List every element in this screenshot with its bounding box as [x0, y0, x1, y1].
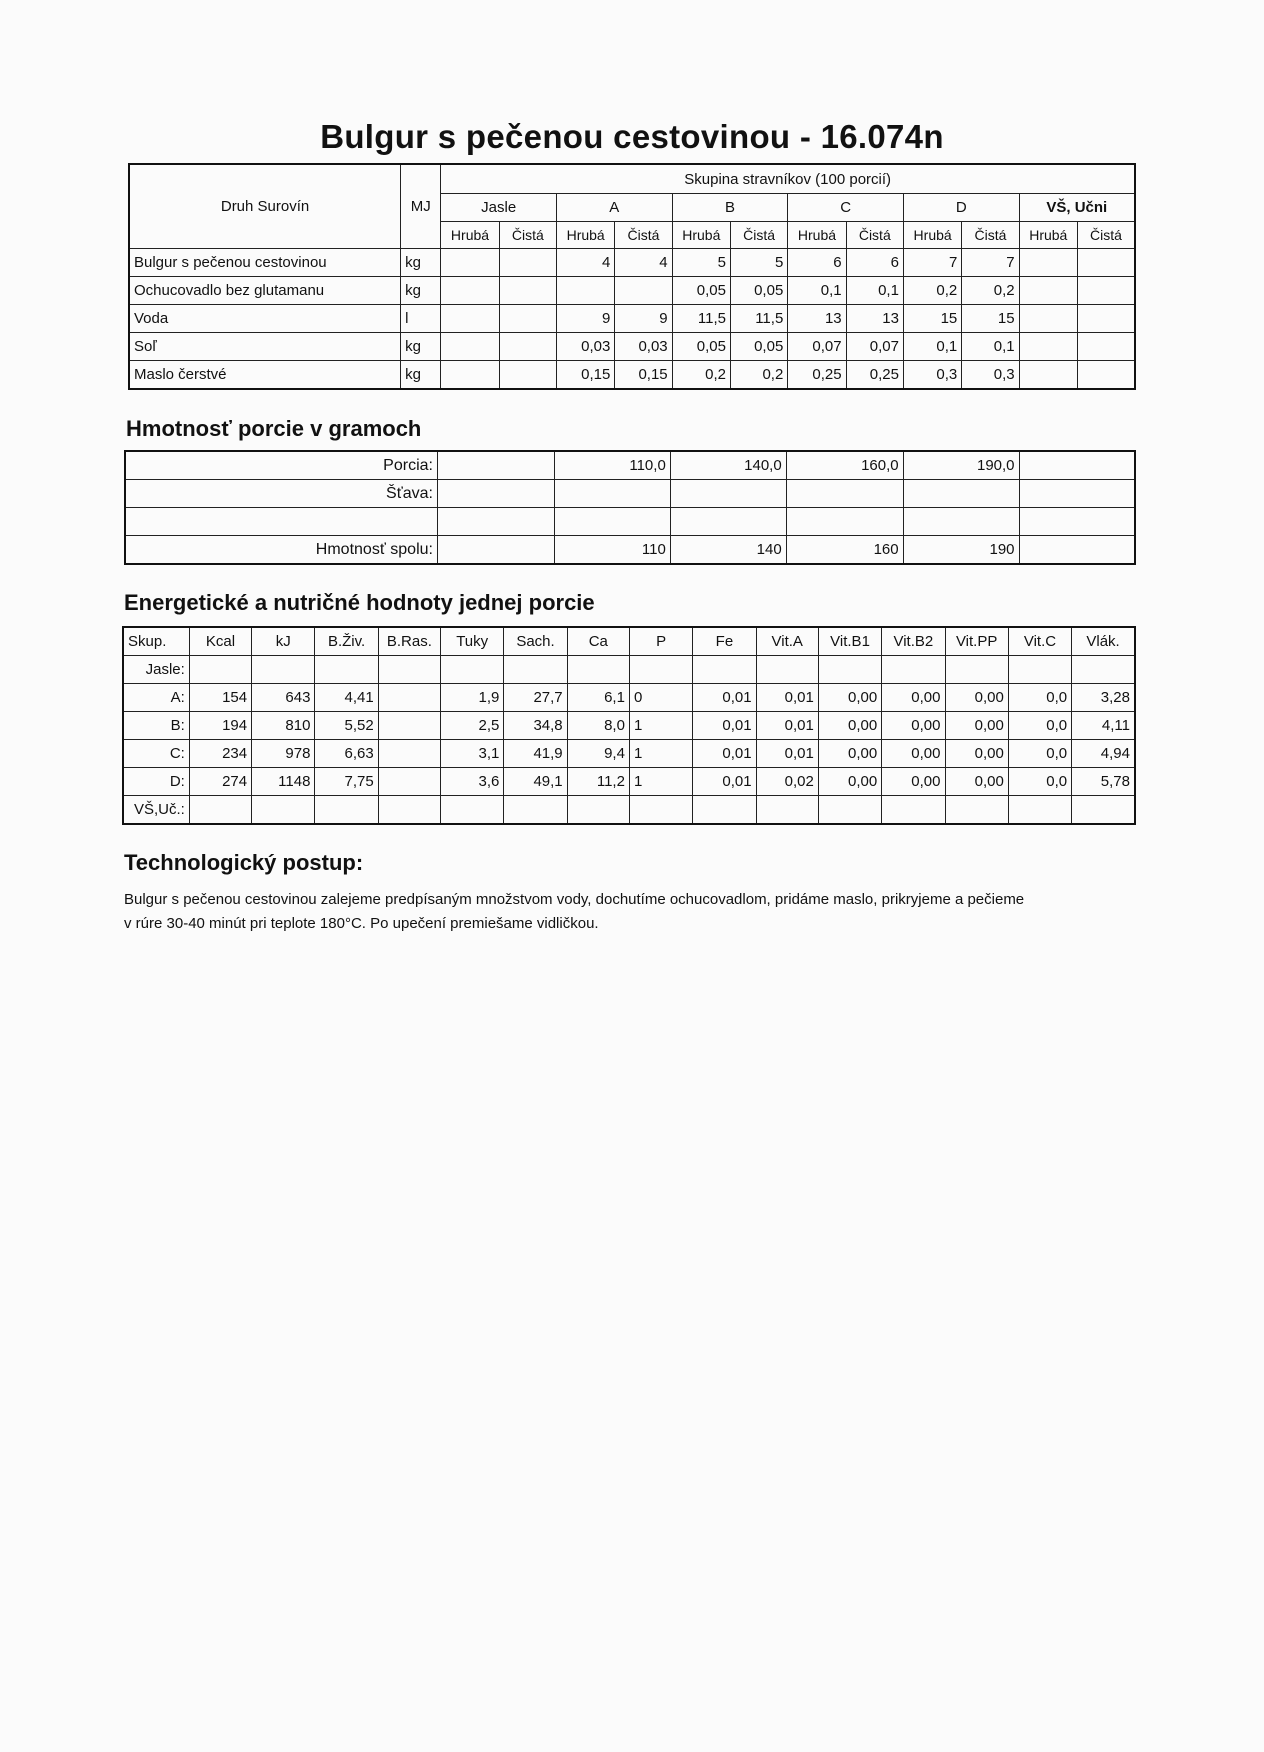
nutrition-header-cell: Kcal: [189, 627, 251, 656]
ingredient-value: 0,25: [846, 361, 903, 390]
nutrition-value: [629, 796, 692, 825]
nutrition-value: [441, 656, 504, 684]
subheader-hruba: Hrubá: [441, 222, 499, 249]
ingredient-value: 0,05: [730, 333, 787, 361]
ingredient-value: 0,05: [730, 277, 787, 305]
ingredient-value: 0,03: [556, 333, 614, 361]
ingredient-value: 11,5: [730, 305, 787, 333]
subheader-cista: Čistá: [962, 222, 1019, 249]
nutrition-value: 0,0: [1008, 740, 1071, 768]
ingredients-table: [128, 163, 1136, 390]
nutrition-group-label: A:: [123, 684, 189, 712]
ingredient-value: [1077, 249, 1135, 277]
nutrition-header-cell: P: [629, 627, 692, 656]
procedure-title: Technologický postup:: [124, 850, 364, 875]
ingredient-value: 9: [556, 305, 614, 333]
ingredient-value: [499, 249, 556, 277]
ingredient-value: [1077, 305, 1135, 333]
nutrition-value: 4,94: [1072, 740, 1135, 768]
nutrition-value: 27,7: [504, 684, 567, 712]
ingredient-value: 6: [846, 249, 903, 277]
nutrition-value: 0,00: [945, 684, 1008, 712]
porcia-value: 140,0: [670, 451, 786, 480]
ingredient-value: [441, 333, 499, 361]
nutrition-row: [123, 656, 1135, 684]
ingredient-value: 0,07: [846, 333, 903, 361]
ingredient-value: 5: [672, 249, 730, 277]
ingredient-value: [556, 277, 614, 305]
spolu-value: 140: [670, 536, 786, 565]
ingredient-value: 13: [788, 305, 846, 333]
nutrition-value: [567, 796, 629, 825]
nutrition-header-cell: Vlák.: [1072, 627, 1135, 656]
ingredient-name: Voda: [129, 305, 401, 333]
ingredient-value: [1019, 333, 1077, 361]
nutrition-group-label: Jasle:: [123, 656, 189, 684]
nutrition-header-cell: Vit.B2: [882, 627, 945, 656]
subheader-hruba: Hrubá: [788, 222, 846, 249]
ingredient-unit: kg: [401, 249, 441, 277]
ingredient-value: 0,2: [903, 277, 961, 305]
nutrition-row: [123, 768, 1135, 796]
nutrition-value: [1072, 656, 1135, 684]
nutrition-value: [252, 656, 315, 684]
nutrition-header-row: [123, 627, 1135, 656]
page-title: Bulgur s pečenou cestovinou - 16.074n: [320, 118, 944, 155]
ingredient-value: [1077, 361, 1135, 390]
ingredient-unit: kg: [401, 277, 441, 305]
porcia-value: [1019, 451, 1135, 480]
nutrition-value: 0: [629, 684, 692, 712]
spolu-row: [125, 536, 1135, 565]
ingredient-value: 0,05: [672, 277, 730, 305]
subheader-hruba: Hrubá: [1019, 222, 1077, 249]
ingredient-value: 9: [615, 305, 672, 333]
nutrition-value: [252, 796, 315, 825]
weights-title: Hmotnosť porcie v gramoch: [126, 416, 422, 441]
nutrition-value: [504, 796, 567, 825]
nutrition-value: 0,0: [1008, 768, 1071, 796]
nutrition-value: 1,9: [441, 684, 504, 712]
procedure-text: [124, 888, 1134, 936]
ingredient-value: 0,1: [903, 333, 961, 361]
nutrition-value: 1: [629, 768, 692, 796]
ingredient-value: [499, 361, 556, 390]
ingredient-value: [1019, 277, 1077, 305]
col-header-mj: MJ: [401, 164, 441, 249]
nutrition-header-cell: Vit.A: [756, 627, 818, 656]
nutrition-value: [378, 796, 440, 825]
nutrition-value: [882, 796, 945, 825]
ingredient-value: 4: [556, 249, 614, 277]
nutrition-value: [629, 656, 692, 684]
nutrition-value: 810: [252, 712, 315, 740]
nutrition-value: [818, 796, 881, 825]
nutrition-value: 0,00: [945, 712, 1008, 740]
porcia-value: 190,0: [903, 451, 1019, 480]
ingredient-row: [129, 305, 1135, 333]
ingredient-value: 0,25: [788, 361, 846, 390]
nutrition-header-cell: B.Ras.: [378, 627, 440, 656]
nutrition-value: 4,11: [1072, 712, 1135, 740]
procedure-line: Bulgur s pečenou cestovinou zalejeme predpísaným množstvom vody, dochutíme ochucovadlom, pridáme maslo, prikryjeme a pečieme: [124, 891, 1025, 908]
nutrition-table: [122, 626, 1136, 825]
subheader-hruba: Hrubá: [903, 222, 961, 249]
porcia-row: [125, 451, 1135, 480]
group-a: A: [556, 194, 672, 222]
group-header: Skupina stravníkov (100 porcií): [441, 164, 1135, 194]
ingredient-value: 15: [903, 305, 961, 333]
nutrition-value: 274: [189, 768, 251, 796]
subheader-cista: Čistá: [499, 222, 556, 249]
ingredient-row: [129, 361, 1135, 390]
spolu-value: [1019, 536, 1135, 565]
nutrition-group-label: C:: [123, 740, 189, 768]
ingredient-value: [441, 249, 499, 277]
nutrition-value: 9,4: [567, 740, 629, 768]
ingredient-name: Maslo čerstvé: [129, 361, 401, 390]
nutrition-value: [378, 768, 440, 796]
subheader-cista: Čistá: [730, 222, 787, 249]
porcia-value: 110,0: [554, 451, 670, 480]
nutrition-value: 5,78: [1072, 768, 1135, 796]
spolu-value: 110: [554, 536, 670, 565]
nutrition-value: 0,01: [693, 740, 756, 768]
ingredient-value: [1077, 277, 1135, 305]
nutrition-value: 6,1: [567, 684, 629, 712]
nutrition-value: 0,00: [945, 740, 1008, 768]
ingredient-name: Ochucovadlo bez glutamanu: [129, 277, 401, 305]
nutrition-header-cell: Vit.B1: [818, 627, 881, 656]
nutrition-value: [315, 796, 378, 825]
ingredient-value: 15: [962, 305, 1019, 333]
nutrition-value: 0,00: [818, 740, 881, 768]
nutrition-value: 0,01: [756, 684, 818, 712]
ingredient-value: 0,1: [846, 277, 903, 305]
nutrition-value: 0,00: [818, 768, 881, 796]
ingredient-unit: kg: [401, 361, 441, 390]
nutrition-value: [1072, 796, 1135, 825]
nutrition-title: Energetické a nutričné hodnoty jednej porcie: [124, 590, 595, 615]
porcia-value: 160,0: [786, 451, 903, 480]
spolu-label: Hmotnosť spolu:: [125, 536, 437, 565]
nutrition-row: [123, 796, 1135, 825]
ingredient-value: 0,05: [672, 333, 730, 361]
nutrition-group-label: B:: [123, 712, 189, 740]
ingredient-value: [499, 277, 556, 305]
nutrition-header-cell: Vit.PP: [945, 627, 1008, 656]
nutrition-value: [818, 656, 881, 684]
subheader-hruba: Hrubá: [556, 222, 614, 249]
nutrition-value: 0,02: [756, 768, 818, 796]
nutrition-value: 0,01: [756, 712, 818, 740]
nutrition-value: 5,52: [315, 712, 378, 740]
ingredient-value: 0,1: [788, 277, 846, 305]
nutrition-value: 1: [629, 712, 692, 740]
group-d: D: [903, 194, 1019, 222]
nutrition-header-cell: Vit.C: [1008, 627, 1071, 656]
group-b: B: [672, 194, 788, 222]
ingredient-value: 0,3: [903, 361, 961, 390]
procedure-line: v rúre 30-40 minút pri teplote 180°C. Po upečení premiešame vidličkou.: [124, 915, 599, 932]
nutrition-header-cell: Fe: [693, 627, 756, 656]
nutrition-value: 978: [252, 740, 315, 768]
ingredient-value: 0,15: [556, 361, 614, 390]
ingredient-value: 0,3: [962, 361, 1019, 390]
nutrition-value: 49,1: [504, 768, 567, 796]
nutrition-value: 11,2: [567, 768, 629, 796]
nutrition-value: [945, 796, 1008, 825]
nutrition-header-cell: kJ: [252, 627, 315, 656]
nutrition-value: [378, 656, 440, 684]
nutrition-value: 0,00: [818, 684, 881, 712]
nutrition-value: 0,01: [756, 740, 818, 768]
ingredient-value: [441, 361, 499, 390]
nutrition-value: [378, 740, 440, 768]
ingredient-unit: l: [401, 305, 441, 333]
nutrition-value: 0,01: [693, 684, 756, 712]
nutrition-value: 194: [189, 712, 251, 740]
col-header-druh: Druh Surovín: [129, 164, 401, 249]
nutrition-value: 1: [629, 740, 692, 768]
porcia-value: [437, 451, 554, 480]
subheader-cista: Čistá: [846, 222, 903, 249]
ingredient-row: [129, 249, 1135, 277]
stava-row: [125, 480, 1135, 508]
ingredient-value: 4: [615, 249, 672, 277]
nutrition-value: 0,01: [693, 768, 756, 796]
nutrition-value: [567, 656, 629, 684]
ingredient-value: [441, 277, 499, 305]
spolu-value: 160: [786, 536, 903, 565]
ingredient-value: [1019, 305, 1077, 333]
ingredient-name: Bulgur s pečenou cestovinou: [129, 249, 401, 277]
ingredient-value: 11,5: [672, 305, 730, 333]
stava-label: Šťava:: [125, 480, 437, 508]
nutrition-value: [189, 796, 251, 825]
nutrition-value: [315, 656, 378, 684]
nutrition-value: 0,00: [882, 768, 945, 796]
nutrition-value: [756, 656, 818, 684]
nutrition-header-cell: Sach.: [504, 627, 567, 656]
nutrition-value: [882, 656, 945, 684]
ingredient-value: [499, 305, 556, 333]
empty-row: [125, 508, 1135, 536]
nutrition-value: 643: [252, 684, 315, 712]
nutrition-value: 0,01: [693, 712, 756, 740]
ingredient-value: [1019, 361, 1077, 390]
ingredient-value: 0,15: [615, 361, 672, 390]
ingredient-value: [1019, 249, 1077, 277]
ingredient-value: 0,2: [962, 277, 1019, 305]
ingredient-value: 5: [730, 249, 787, 277]
nutrition-value: [504, 656, 567, 684]
group-c: C: [788, 194, 904, 222]
nutrition-value: 0,00: [882, 712, 945, 740]
nutrition-row: [123, 712, 1135, 740]
nutrition-value: 2,5: [441, 712, 504, 740]
nutrition-value: 0,00: [818, 712, 881, 740]
nutrition-value: [378, 684, 440, 712]
nutrition-value: [378, 712, 440, 740]
spolu-value: 190: [903, 536, 1019, 565]
nutrition-value: 3,28: [1072, 684, 1135, 712]
nutrition-value: [1008, 656, 1071, 684]
nutrition-value: 8,0: [567, 712, 629, 740]
nutrition-value: 0,00: [945, 768, 1008, 796]
nutrition-header-cell: Skup.: [123, 627, 189, 656]
nutrition-value: [945, 656, 1008, 684]
nutrition-value: 234: [189, 740, 251, 768]
ingredient-value: 0,2: [730, 361, 787, 390]
ingredient-value: 0,03: [615, 333, 672, 361]
nutrition-value: 4,41: [315, 684, 378, 712]
ingredient-value: [441, 305, 499, 333]
ingredient-value: 13: [846, 305, 903, 333]
weights-table: [124, 450, 1136, 565]
ingredient-value: 6: [788, 249, 846, 277]
subheader-cista: Čistá: [615, 222, 672, 249]
nutrition-value: [693, 656, 756, 684]
nutrition-value: [189, 656, 251, 684]
nutrition-value: 154: [189, 684, 251, 712]
nutrition-header-cell: Ca: [567, 627, 629, 656]
ingredient-name: Soľ: [129, 333, 401, 361]
nutrition-header-cell: B.Živ.: [315, 627, 378, 656]
ingredient-value: [615, 277, 672, 305]
ingredient-value: 0,07: [788, 333, 846, 361]
nutrition-value: 1148: [252, 768, 315, 796]
nutrition-value: [756, 796, 818, 825]
spolu-value: [437, 536, 554, 565]
ingredient-value: 0,1: [962, 333, 1019, 361]
group-vs: VŠ, Učni: [1019, 194, 1135, 222]
ingredient-unit: kg: [401, 333, 441, 361]
subheader-hruba: Hrubá: [672, 222, 730, 249]
nutrition-value: 7,75: [315, 768, 378, 796]
nutrition-row: [123, 684, 1135, 712]
nutrition-value: 0,0: [1008, 712, 1071, 740]
nutrition-value: 0,00: [882, 684, 945, 712]
nutrition-value: [1008, 796, 1071, 825]
ingredient-row: [129, 277, 1135, 305]
nutrition-value: 3,1: [441, 740, 504, 768]
nutrition-value: 0,00: [882, 740, 945, 768]
porcia-label: Porcia:: [125, 451, 437, 480]
ingredient-row: [129, 333, 1135, 361]
nutrition-group-label: D:: [123, 768, 189, 796]
ingredient-value: [499, 333, 556, 361]
nutrition-value: 0,0: [1008, 684, 1071, 712]
nutrition-row: [123, 740, 1135, 768]
nutrition-value: [693, 796, 756, 825]
subheader-cista: Čistá: [1077, 222, 1135, 249]
ingredient-value: 0,2: [672, 361, 730, 390]
nutrition-value: 41,9: [504, 740, 567, 768]
ingredient-value: 7: [903, 249, 961, 277]
nutrition-value: 3,6: [441, 768, 504, 796]
ingredient-value: [1077, 333, 1135, 361]
nutrition-group-label: VŠ,Uč.:: [123, 796, 189, 825]
ingredient-value: 7: [962, 249, 1019, 277]
nutrition-value: 34,8: [504, 712, 567, 740]
nutrition-value: [441, 796, 504, 825]
group-jasle: Jasle: [441, 194, 557, 222]
nutrition-value: 6,63: [315, 740, 378, 768]
nutrition-header-cell: Tuky: [441, 627, 504, 656]
